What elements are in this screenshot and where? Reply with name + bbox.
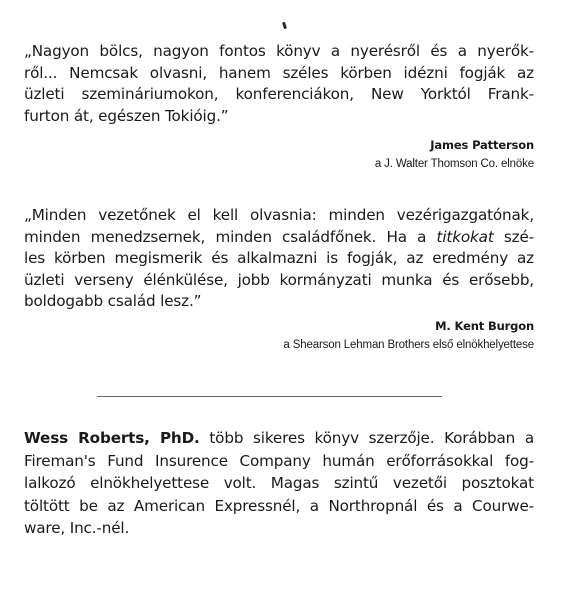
quote-patterson — [24, 41, 534, 170]
quote-line: üzleti szemináriumokon, konferenciákon, New Yorktól Frank- — [24, 85, 534, 104]
ink-mark — [282, 22, 287, 30]
quote-line — [24, 227, 534, 249]
quote-line-start: minden menedzsernek, minden családfőnek. Ha a — [24, 227, 437, 246]
bio-line-rest: több sikeres könyv szerzője. Korábban a — [199, 429, 534, 447]
quote-author-role: a Shearson Lehman Brothers első elnökhelyettese — [283, 339, 534, 351]
bio-line: Fireman's Fund Insurence Company humán erőforrásokkal fog- — [24, 451, 534, 470]
bio-line: töltött be az American Expressnél, a Northropnál és a Courwe- — [24, 496, 534, 515]
quote-text — [24, 41, 534, 127]
author-bio — [24, 427, 534, 540]
quote-line: „Minden vezetőnek el kell olvasnia: minden vezérigazgatónak, — [24, 206, 534, 224]
quote-author: James Patterson — [430, 138, 534, 152]
quote-line: furton át, egészen Tokióig.” — [24, 106, 229, 125]
quote-line: ről... Nemcsak olvasni, hanem széles körben idézni fogják az — [24, 63, 534, 82]
section-divider — [97, 396, 442, 397]
quote-burgon — [24, 205, 534, 351]
quote-line: üzleti verseny élénkülése, jobb kormányzati munka és erősebb, — [24, 270, 534, 289]
bio-line: ware, Inc.-nél. — [24, 519, 130, 538]
quote-author-role: a J. Walter Thomson Co. elnöke — [374, 158, 534, 170]
quote-line-end: szé- — [493, 227, 534, 246]
bio-line — [24, 427, 534, 450]
quote-line: „Nagyon bölcs, nagyon fontos könyv a nyerésről és a nyerők- — [24, 42, 534, 60]
bio-text — [24, 427, 534, 540]
bio-author-name: Wess Roberts, PhD. — [24, 429, 200, 447]
quote-text — [24, 205, 534, 313]
quote-line: les körben megismerik és alkalmazni is fogják, az eredmény az — [24, 249, 534, 268]
quote-line: boldogabb család lesz.” — [24, 292, 202, 311]
quote-author: M. Kent Burgon — [435, 319, 534, 333]
bio-line: lalkozó elnökhelyettese volt. Magas szintű vezetői posztokat — [24, 474, 534, 493]
emphasis-word: titkokat — [436, 227, 494, 246]
